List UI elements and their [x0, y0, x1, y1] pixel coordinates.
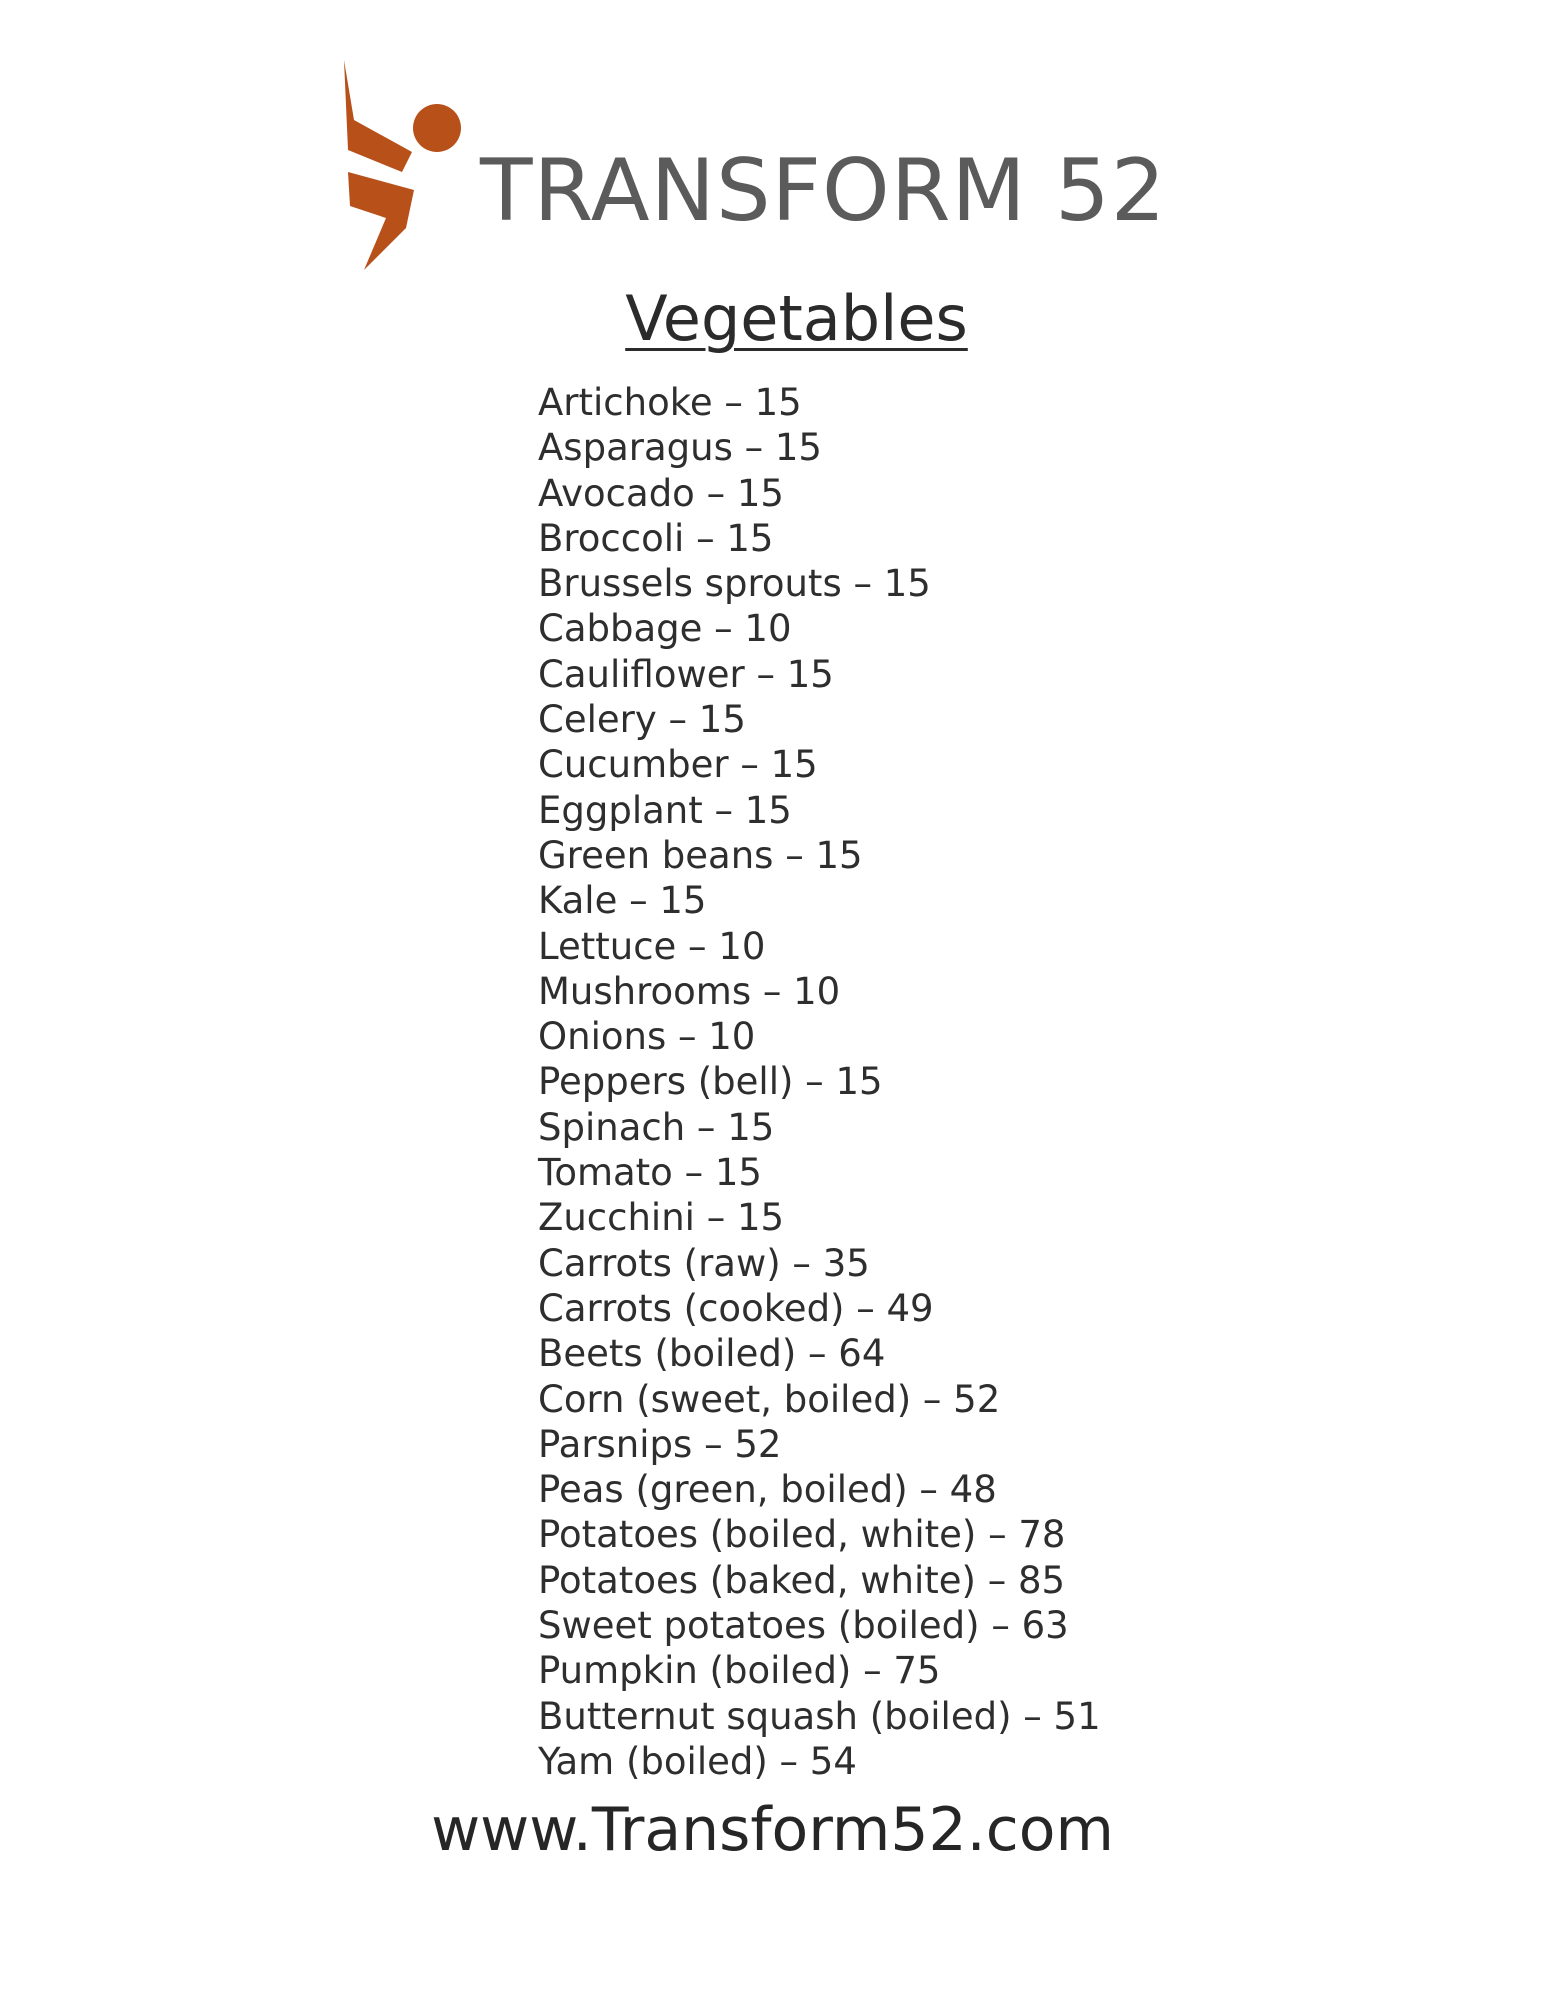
list-item: Cauliflower – 15 [538, 652, 834, 696]
list-item: Sweet potatoes (boiled) – 63 [538, 1604, 1069, 1648]
list-item: Zucchini – 15 [538, 1196, 785, 1240]
list-item: Peas (green, boiled) – 48 [538, 1468, 997, 1512]
list-item: Spinach – 15 [538, 1105, 775, 1149]
list-item: Beets (boiled) – 64 [538, 1332, 886, 1376]
brand-name: TRANSFORM 52 [480, 141, 1167, 241]
list-item: Carrots (cooked) – 49 [538, 1286, 934, 1330]
list-item: Broccoli – 15 [538, 516, 774, 560]
list-item: Corn (sweet, boiled) – 52 [538, 1377, 1001, 1421]
list-item: Potatoes (baked, white) – 85 [538, 1558, 1066, 1602]
list-item: Avocado – 15 [538, 471, 784, 515]
list-item: Potatoes (boiled, white) – 78 [538, 1513, 1066, 1557]
list-item: Artichoke – 15 [538, 381, 802, 424]
list-item: Onions – 10 [538, 1015, 756, 1059]
list-item: Kale – 15 [538, 879, 707, 923]
list-item: Celery – 15 [538, 698, 746, 742]
page-title-text: Vegetables [625, 282, 968, 355]
list-item: Butternut squash (boiled) – 51 [538, 1694, 1101, 1738]
website-url: www.Transform52.com [431, 1795, 1114, 1865]
brand-logo-icon [334, 60, 464, 280]
list-item: Mushrooms – 10 [538, 969, 841, 1013]
list-item: Cucumber – 15 [538, 743, 818, 787]
list-item: Peppers (bell) – 15 [538, 1060, 883, 1104]
list-item: Lettuce – 10 [538, 924, 766, 968]
list-item: Cabbage – 10 [538, 607, 792, 651]
list-item: Tomato – 15 [538, 1151, 762, 1195]
list-item: Parsnips – 52 [538, 1422, 782, 1466]
vegetable-list [538, 380, 1101, 1784]
list-item: Brussels sprouts – 15 [538, 562, 931, 606]
list-item: Eggplant – 15 [538, 788, 792, 832]
list-item: Pumpkin (boiled) – 75 [538, 1649, 941, 1693]
list-item: Asparagus – 15 [538, 426, 822, 470]
list-item: Yam (boiled) – 54 [538, 1739, 857, 1783]
list-item: Green beans – 15 [538, 833, 863, 877]
list-item: Carrots (raw) – 35 [538, 1241, 870, 1285]
page-title [0, 282, 1545, 355]
